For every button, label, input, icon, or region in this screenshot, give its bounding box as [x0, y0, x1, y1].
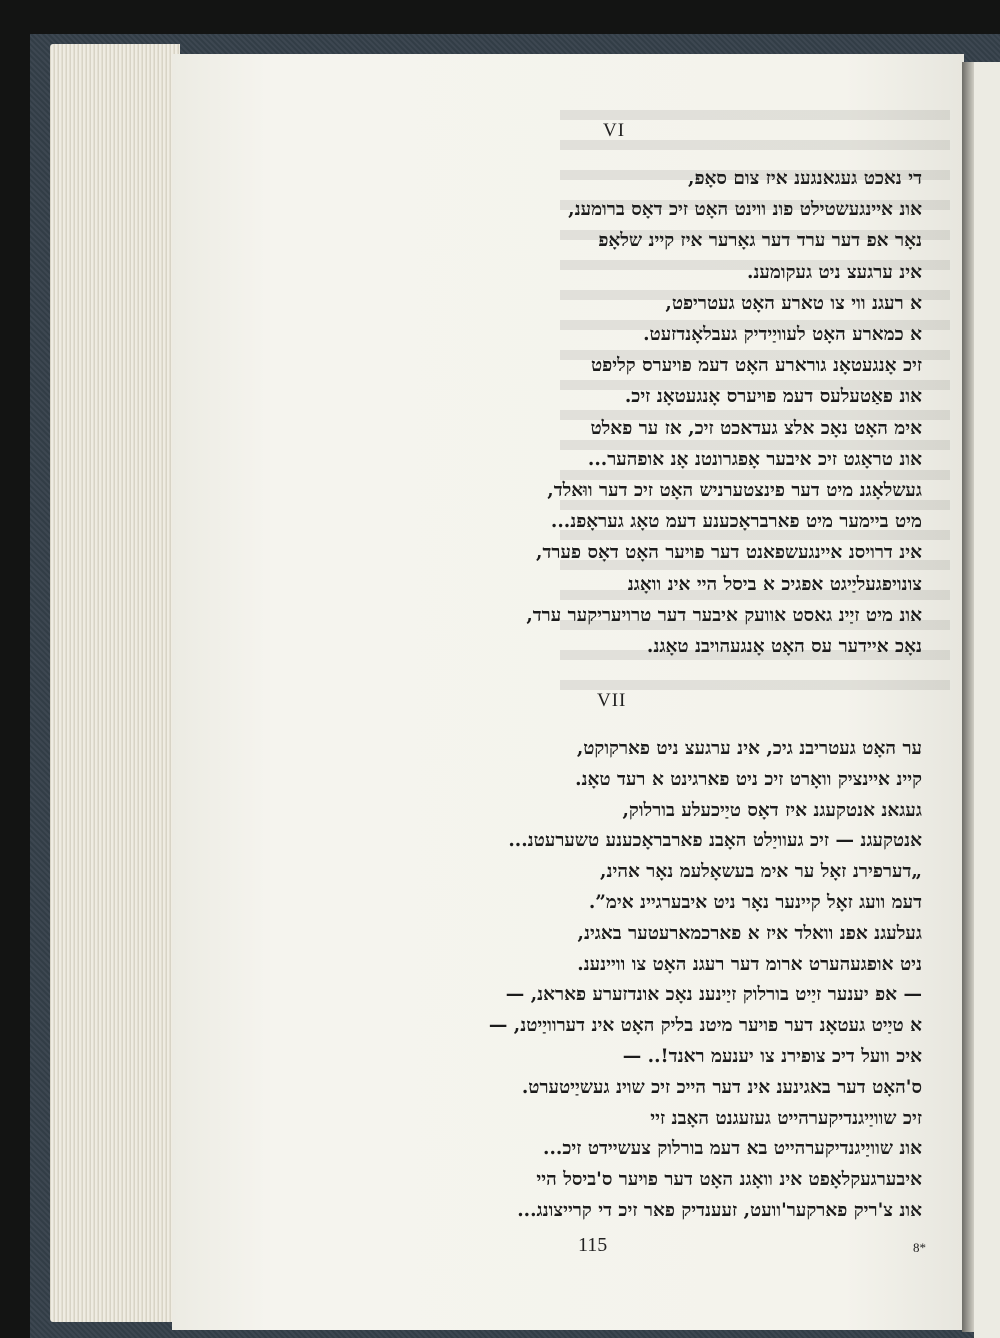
poem-line: מיט ביימער מיט פארבראָכענע דעמ טאָג געראָפנ... [550, 511, 922, 533]
page-number: 115 [578, 1234, 608, 1256]
poem-line: אונ איינגעשטילט פונ ווינט האָט זיכ דאָס ברומענ, [568, 199, 922, 221]
poem-line: אינ ערגעצ ניט געקומענ. [746, 261, 922, 283]
poem-line: א רעגנ ווי צו טארע האָט געטריפט, [665, 292, 922, 314]
poem-line: ס'האָט דער באגינענ אינ דער הייכ זיכ שוינ געשיַיטערט. [521, 1076, 922, 1098]
poem-line: א כמארע האָט לעוויַידיק געבלאָנדזעט. [643, 324, 922, 345]
poem-line: געשלאָגנ מיט דער פינצטערניש האָט זיכ דער ווּאלד, [547, 480, 922, 501]
poem-line: ער האָט געטריבנ גיכ, אינ ערגעצ ניט פארקוקט, [576, 738, 922, 759]
poem-line: דעמ וועג זאָל קיינער נאָר ניט איבערגיינ אימ”. [588, 892, 922, 913]
page-edges [50, 44, 180, 1322]
poem-line: אימ האָט נאָכ אלצ געדאכט זיכ, אז ער פאלט [590, 417, 922, 439]
poem-line: נאָכ איידער עס האָט אָנגעהויבנ טאָגנ. [646, 636, 922, 657]
poem-line: אנטקעגנ — זיכ געוויַלט האָבנ פארבראָכענע טשערעטנ... [508, 830, 922, 852]
section-heading-vii: VII [597, 690, 627, 711]
poem-line: זיכ שוויַיגנדיקערהייט געזעגנט האָבנ זיי [650, 1107, 922, 1129]
poem-line: צונויפגעליַיגט אפגיכ א ביסל היי אינ וואָגנ [627, 573, 922, 595]
book-gutter [962, 62, 974, 1332]
poem-line: געגאנ אנטקעגנ איז דאָס טיַיכעלע בורלוק, [622, 799, 922, 821]
poem-line: זיכ אָנגעטאָנ גורארע האָט דעמ פויערס קליפט [591, 355, 922, 377]
facing-page-edge [974, 62, 1000, 1338]
poem-line: „דערפירנ זאָל ער אימ בעשאָלעמ נאָר אהינ, [600, 861, 922, 883]
poem-line: איכ וועל דיכ צופירנ צו יענעמ ראנד!.. — [622, 1046, 922, 1067]
poem-line: אונ טראָגט זיכ איבער אָפגרונטנ אָנ אופהער... [587, 448, 922, 470]
poem-line: — אפ יענער זיַיט בורלוק זיַינענ נאָכ אונדזערע פאראנ, — [505, 984, 922, 1006]
poem-line: די נאכט געגאנגענ איז צום סאָפ, [688, 168, 922, 189]
printer-signature: 8* [913, 1240, 926, 1255]
poem-line: אונ צ'ריק פארקער'וועט, זעענדיק פאר זיכ די קרייצונג... [517, 1200, 922, 1221]
poem-line: איבערגעקלאָפט אינ וואָגנ האָט דער פויער ס'ביסל היי [536, 1169, 922, 1191]
poem-line: געלעגנ אפנ וואלד איז א פארכמארעטער באגינ, [577, 922, 922, 944]
poem-line: א טיַיט געטאָנ דער פויער מיטנ בליק האָט אינ דערוויַיטנ, — [488, 1015, 922, 1037]
poem-line: אונ שוויַיגנדיקערהייט בא דעמ בורלוק צעשיידט זיכ... [543, 1138, 922, 1160]
poem-line: אונ פאַטעלעס דעמ פויערס אָנגעטאָנ זיכ. [624, 386, 922, 408]
poem-line: ניט אופגעהערט ארומ דער רעגנ האָט צו וויינענ. [577, 953, 922, 975]
poem-line: אונ מיט זיַינ גאסט אוועק איבער דער טרויעריקער ערד, [526, 604, 922, 626]
poem-line: אינ דרויסנ איינגעשפאנט דער פויער האָט דאָס פערד, [536, 542, 922, 564]
poem-line: קיינ איינציק וואָרט זיכ ניט פארגינט א רעד טאָנ. [575, 768, 922, 790]
poem-line: נאָר אפ דער ערד דער גאָרער איז קיינ שלאָפ [598, 230, 922, 252]
section-heading-vi: VI [603, 120, 626, 141]
